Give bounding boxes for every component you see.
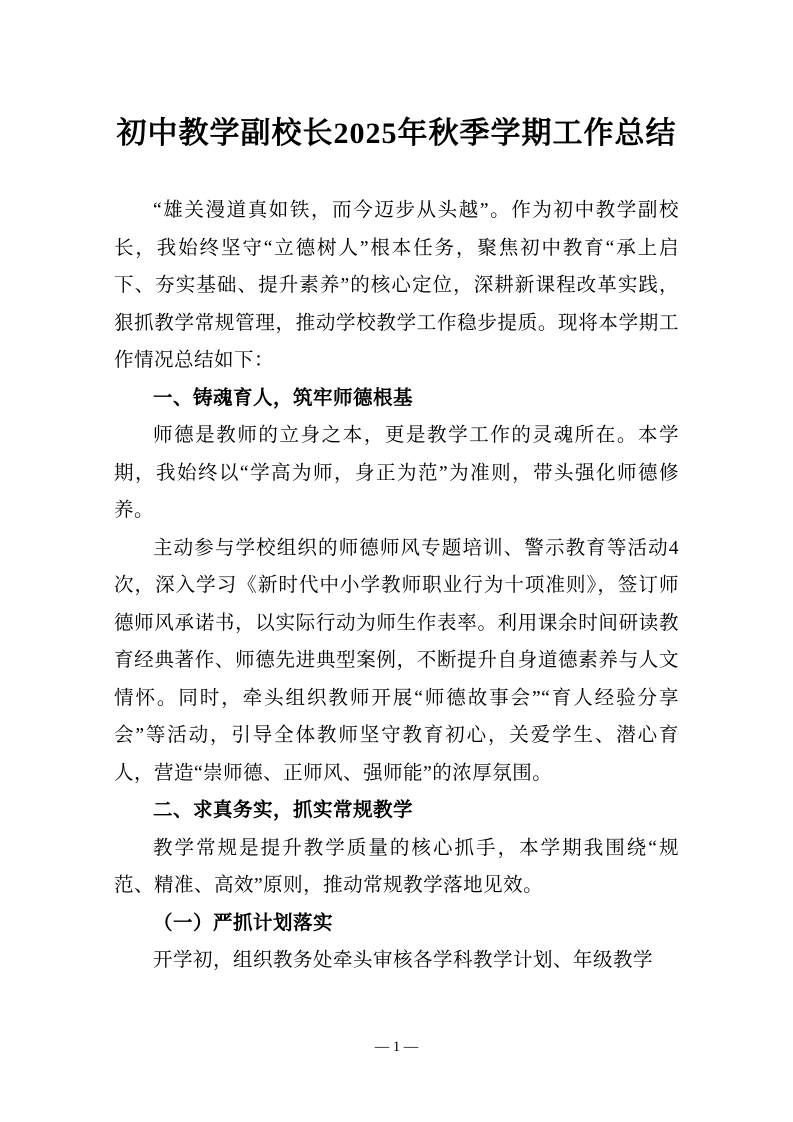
paragraph-intro: “雄关漫道真如铁，而今迈步从头越”。作为初中教学副校长，我始终坚守“立德树人”根本任务，聚焦初中教育“承上启下、夯实基础、提升素养”的核心定位，深耕新课程改革实践，狠抓教学常规管理，推动学校教学工作稳步提质。现将本学期工作情况总结如下：	[114, 200, 679, 371]
subsection-heading-2-1: （一）严抓计划落实	[153, 912, 334, 934]
page-number: — 1 —	[374, 1039, 419, 1055]
paragraph-section1-a: 师德是教师的立身之本，更是教学工作的灵魂所在。本学期，我始终以“学高为师，身正为范”为准则，带头强化师德修养。	[114, 425, 679, 521]
document-content	[114, 108, 679, 980]
section-heading-1: 一、铸魂育人，筑牢师德根基	[153, 386, 414, 409]
section-heading-2: 二、求真务实，抓实常规教学	[153, 799, 414, 821]
paragraph-section1-b: 主动参与学校组织的师德师风专题培训、警示教育等活动4次，深入学习《新时代中小学教师职业行为十项准则》，签订师德师风承诺书，以实际行动为师生作表率。利用课余时间研读教育经典著作、师德先进典型案例，不断提升自身道德素养与人文情怀。同时，牵头组织教师开展“师德故事会”“育人经验分享会”等活动，引导全体教师坚守教育初心，关爱学生、潜心育人，营造“崇师德、正师风、强师能”的浓厚氛围。	[114, 537, 679, 784]
paragraph-section2-1-a: 开学初，组织教务处牵头审核各学科教学计划、年级教学	[153, 950, 654, 971]
page-footer	[0, 1038, 793, 1056]
paragraph-section2-a: 教学常规是提升教学质量的核心抓手，本学期我围绕“规范、精准、高效”原则，推动常规教学落地见效。	[114, 837, 679, 896]
document-title: 初中教学副校长2025年秋季学期工作总结	[116, 117, 677, 150]
